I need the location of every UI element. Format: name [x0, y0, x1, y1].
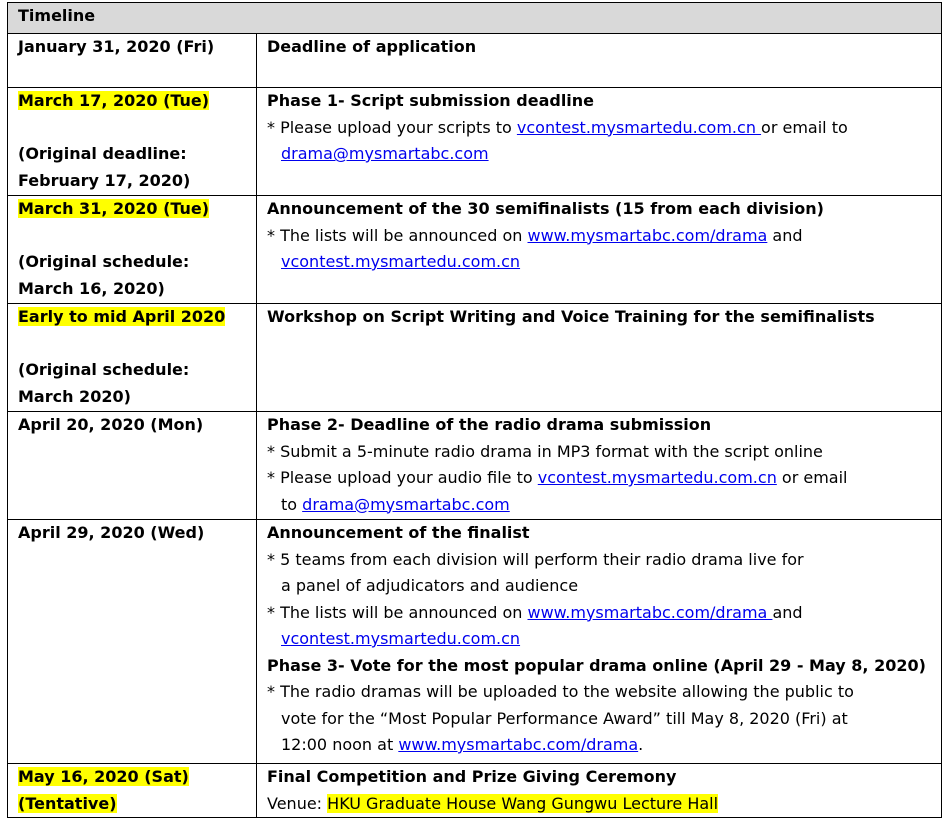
note-text: or email to [761, 117, 848, 137]
original-date-value: March 2020) [18, 386, 131, 406]
table-row [8, 34, 942, 88]
event-heading: Phase 1- Script submission deadline [267, 91, 595, 110]
timeline-table [7, 2, 942, 818]
date-text: January 31, 2020 (Fri) [18, 37, 215, 56]
table-row [8, 764, 942, 818]
tentative-label: (Tentative) [18, 793, 117, 813]
vcontest-link[interactable]: vcontest.mysmartedu.com.cn [537, 468, 777, 487]
date-cell [8, 196, 257, 304]
date-text: March 31, 2020 (Tue) [18, 199, 210, 218]
date-text: March 17, 2020 (Tue) [18, 91, 210, 110]
date-text: April 20, 2020 (Mon) [18, 415, 204, 434]
note-text: * 5 teams from each division will perform their radio drama live for [267, 549, 804, 569]
note-text: vote for the “Most Popular Performance Award” till May 8, 2020 (Fri) at [281, 708, 848, 728]
vcontest-link[interactable]: vcontest.mysmartedu.com.cn [281, 629, 521, 648]
date-text: April 29, 2020 (Wed) [18, 523, 205, 542]
venue-name: HKU Graduate House Wang Gungwu Lecture Hall [327, 793, 719, 813]
note-text: . [638, 735, 644, 754]
note-text: * The lists will be announced on [267, 602, 528, 622]
original-date-value: March 16, 2020) [18, 278, 165, 298]
date-cell [8, 304, 257, 412]
event-cell [257, 520, 942, 764]
original-date-label: (Original schedule: [18, 360, 190, 379]
note-text: or email [776, 468, 848, 487]
table-row [8, 520, 942, 764]
note-text: * Please upload your audio file to [267, 468, 538, 487]
date-cell [8, 412, 257, 520]
date-text: Early to mid April 2020 [18, 307, 226, 326]
note-text: 12:00 noon at [281, 735, 399, 754]
event-cell [257, 304, 942, 412]
date-text: May 16, 2020 (Sat) [18, 767, 189, 786]
email-link[interactable]: drama@mysmartabc.com [281, 144, 489, 163]
table-header-row [8, 3, 942, 34]
table-row [8, 88, 942, 196]
note-text: and [772, 602, 803, 622]
event-heading: Phase 3- Vote for the most popular drama online (April 29 - May 8, 2020) [267, 655, 926, 675]
email-link[interactable]: drama@mysmartabc.com [302, 494, 510, 514]
note-text: to [281, 494, 303, 514]
table-row [8, 196, 942, 304]
original-date-label: (Original deadline: [18, 144, 187, 163]
note-text: * Please upload your scripts to [267, 117, 517, 137]
note-text: * The lists will be announced on [267, 225, 528, 245]
vcontest-link[interactable]: vcontest.mysmartedu.com.cn [516, 117, 762, 137]
original-date-value: February 17, 2020) [18, 170, 191, 190]
event-cell [257, 764, 942, 818]
drama-link[interactable]: www.mysmartabc.com/drama [527, 602, 773, 622]
event-heading: Workshop on Script Writing and Voice Training for the semifinalists [267, 307, 875, 326]
event-cell [257, 412, 942, 520]
event-heading: Deadline of application [267, 37, 477, 56]
event-cell [257, 196, 942, 304]
venue-label: Venue: [267, 793, 328, 813]
event-cell [257, 88, 942, 196]
table-title: Timeline [8, 3, 942, 34]
date-cell [8, 520, 257, 764]
drama-link[interactable]: www.mysmartabc.com/drama [527, 225, 768, 245]
note-text: * The radio dramas will be uploaded to the website allowing the public to [267, 682, 854, 701]
note-text: a panel of adjudicators and audience [281, 576, 579, 595]
table-row [8, 412, 942, 520]
drama-link[interactable]: www.mysmartabc.com/drama [398, 735, 639, 754]
note-text: and [767, 225, 803, 245]
note-text: * Submit a 5-minute radio drama in MP3 format with the script online [267, 441, 823, 461]
original-date-label: (Original schedule: [18, 252, 190, 271]
date-cell [8, 88, 257, 196]
table-row [8, 304, 942, 412]
event-heading: Phase 2- Deadline of the radio drama submission [267, 415, 712, 434]
vcontest-link[interactable]: vcontest.mysmartedu.com.cn [281, 252, 521, 271]
date-cell [8, 764, 257, 818]
event-heading: Announcement of the 30 semifinalists (15 from each division) [267, 199, 824, 218]
event-heading: Final Competition and Prize Giving Ceremony [267, 767, 677, 786]
event-cell [257, 34, 942, 88]
date-cell [8, 34, 257, 88]
event-heading: Announcement of the finalist [267, 523, 530, 542]
